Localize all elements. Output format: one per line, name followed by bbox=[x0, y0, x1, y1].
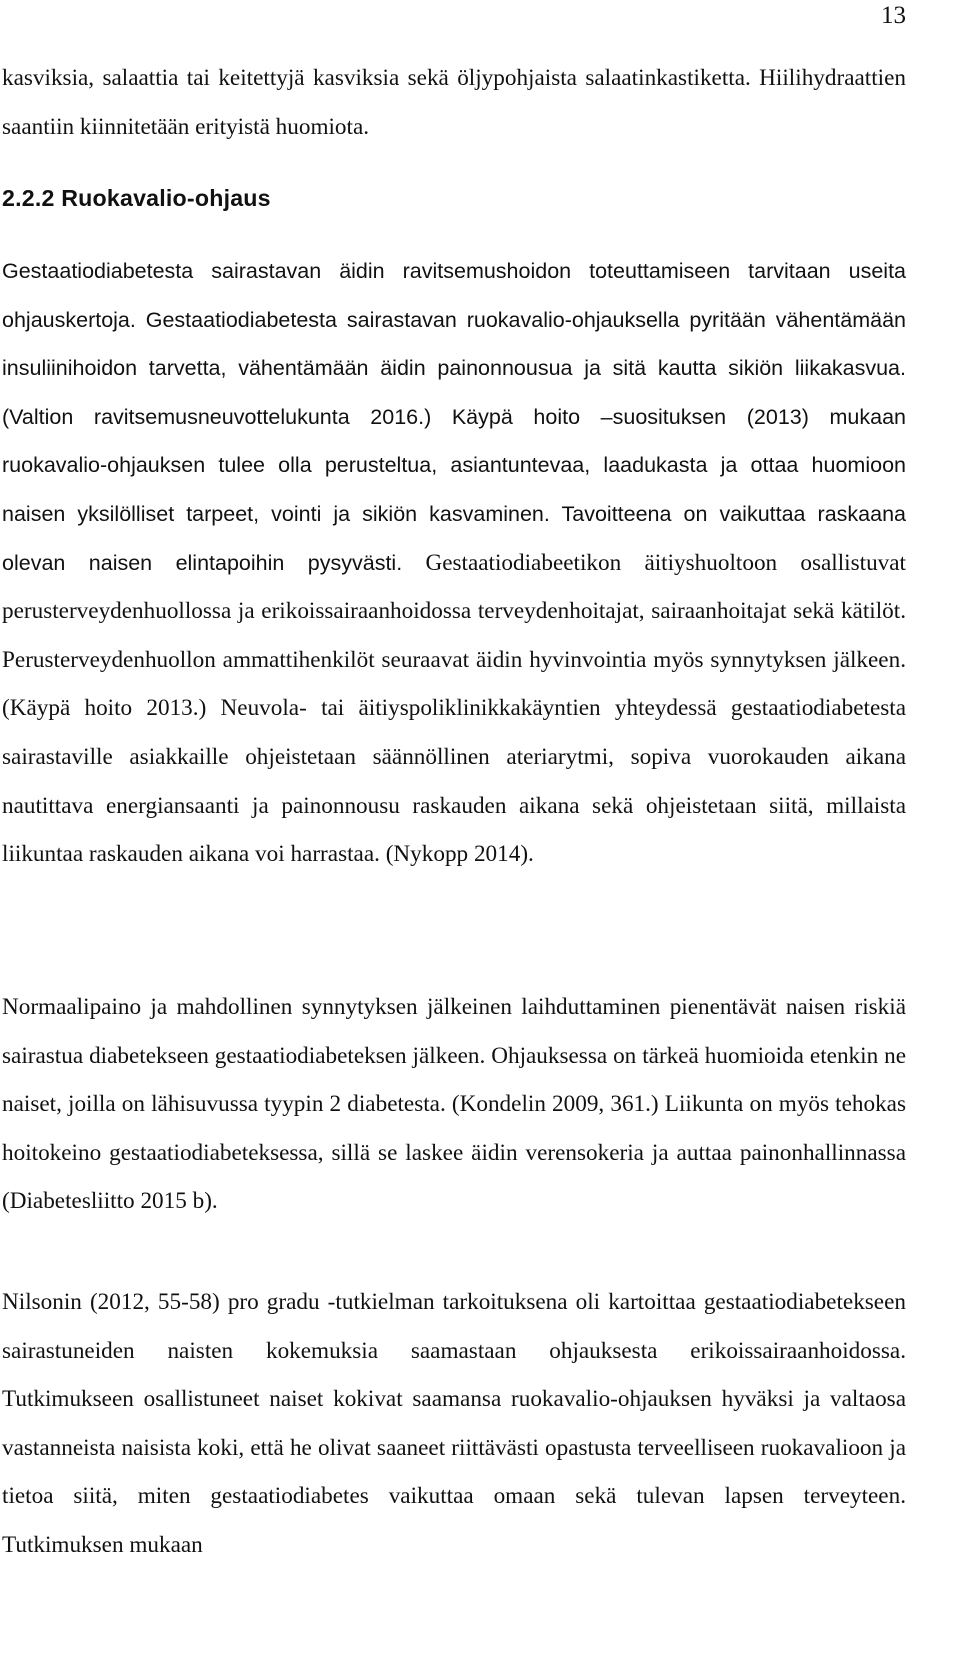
paragraph-ruokavalio-sans-part: Gestaatiodiabetesta sairastavan äidin ravitsemushoidon toteuttamiseen tarvitaan useita ohjauskertoja. Gestaatiodiabetesta sairastavan ruokavalio-ohjauksella pyritään vähentämään insuliinihoidon tarvetta, vähentämään äidin painonnousua ja sitä kautta sikiön liikakasvua. (Valtion ravitsemusneuvottelukunta 2016.) Käypä hoito –suosituksen (2013) mukaan ruokavalio-ohjauksen tulee olla perusteltua, asiantuntevaa, laadukasta ja ottaa huomioon naisen yksilölliset tarpeet, vointi ja sikiön kasvaminen. Tavoitteena on vaikuttaa raskaana olevan naisen elintapoihin pysyvästi. bbox=[2, 259, 906, 575]
section-heading: 2.2.2 Ruokavalio-ohjaus bbox=[2, 185, 271, 211]
paragraph-nilsonin: Nilsonin (2012, 55-58) pro gradu -tutkielman tarkoituksena oli kartoittaa gestaatiodiabetekseen sairastuneiden naisten kokemuksia saamastaan ohjauksesta erikoissairaanhoidossa. Tutkimukseen osallistuneet naiset kokivat saamansa ruokavalio-ohjauksen hyväksi ja valtaosa vastanneista naisista koki, että he olivat saaneet riittävästi opastusta terveelliseen ruokavalioon ja tietoa siitä, miten gestaatiodiabetes vaikuttaa omaan sekä tulevan lapsen terveyteen. Tutkimuksen mukaan bbox=[2, 1289, 906, 1558]
paragraph-ruokavalio-ohjaus bbox=[2, 247, 906, 879]
paragraph-ruokavalio-serif-part: Gestaatiodiabeetikon äitiyshuoltoon osallistuvat perusterveydenhuollossa ja erikoissairaanhoidossa terveydenhoitajat, sairaanhoitajat sekä kätilöt. Perusterveydenhuollon ammattihenkilöt seuraavat äidin hyvinvointia myös synnytyksen jälkeen. (Käypä hoito 2013.) Neuvola- tai äitiyspoliklinikkakäyntien yhteydessä gestaatiodiabetesta sairastaville asiakkaille ohjeistetaan säännöllinen ateriarytmi, sopiva vuorokauden aikana nautittava energiansaanti ja painonnousu raskauden aikana sekä ohjeistetaan siitä, millaista liikuntaa raskauden aikana voi harrastaa. (Nykopp 2014). bbox=[2, 549, 907, 868]
paragraph-normaalipaino: Normaalipaino ja mahdollinen synnytyksen jälkeinen laihduttaminen pienentävät naisen riskiä sairastua diabetekseen gestaatiodiabeteksen jälkeen. Ohjauksessa on tärkeä huomioida etenkin ne naiset, joilla on lähisuvussa tyypin 2 diabetesta. (Kondelin 2009, 361.) Liikunta on myös tehokas hoitokeino gestaatiodiabeteksessa, sillä se laskee äidin verensokeria ja auttaa painonhallinnassa (Diabetesliitto 2015 b). bbox=[2, 994, 906, 1215]
paragraph-intro: kasviksia, salaattia tai keitettyjä kasviksia sekä öljypohjaista salaatinkastiketta. Hiilihydraattien saantiin kiinnitetään erityistä huomiota. bbox=[2, 65, 906, 140]
page-number: 13 bbox=[881, 2, 906, 29]
